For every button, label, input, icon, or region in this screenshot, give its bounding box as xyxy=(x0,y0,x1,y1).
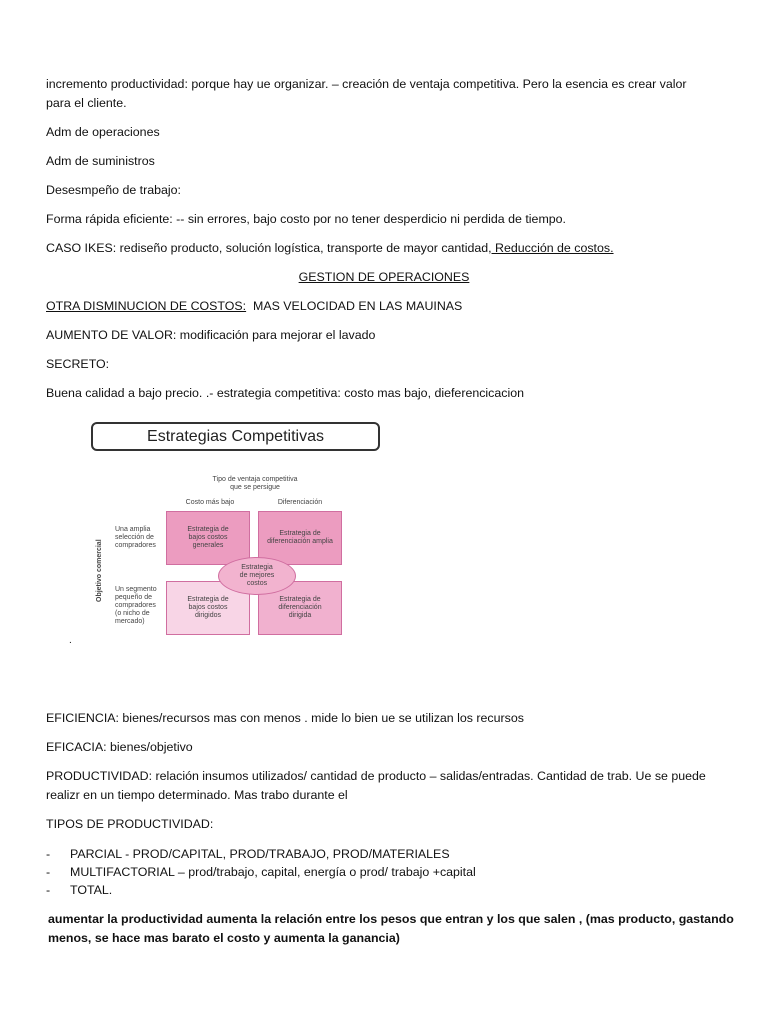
center-best-cost-oval xyxy=(218,557,296,595)
caso-ikes-text: CASO IKES: rediseño producto, solución logística, transporte de mayor cantidad xyxy=(46,241,489,255)
bullet-dash: - xyxy=(46,883,51,897)
row-label-narrow xyxy=(115,586,157,626)
row1-line3: compradores xyxy=(115,542,156,549)
line-secreto: SECRETO: xyxy=(46,357,110,371)
oval-line1: Estrategia xyxy=(241,564,273,571)
column-label-differentiation: Diferenciación xyxy=(277,499,323,506)
disminucion-text: MAS VELOCIDAD EN LAS MAUINAS xyxy=(246,299,463,313)
line-adm-suministros: Adm de suministros xyxy=(46,154,155,168)
line-eficacia: EFICACIA: bienes/objetivo xyxy=(46,740,193,754)
line-productividad-cont: realizr en un tiempo determinado. Mas trabo durante el xyxy=(46,788,348,802)
line-aumento-valor: AUMENTO DE VALOR: modificación para mejorar el lavado xyxy=(46,328,376,342)
figure-title-box: Estrategias Competitivas xyxy=(91,422,380,451)
q4-line2: diferenciación xyxy=(278,604,322,611)
heading-gestion-operaciones: GESTION DE OPERACIONES xyxy=(298,270,470,284)
q4-line3: dirigida xyxy=(288,612,312,619)
list-item-text: TOTAL. xyxy=(70,883,113,897)
column-label-low-cost: Costo más bajo xyxy=(185,499,235,506)
line-desempeno: Desesmpeño de trabajo: xyxy=(46,183,182,197)
list-item-multifactorial xyxy=(46,863,476,881)
row2-line4: (o nicho de xyxy=(115,610,150,617)
row-label-broad xyxy=(115,526,156,550)
vertical-label-objetivo: Objetivo comercial xyxy=(96,539,103,602)
line-tipos-productividad: TIPOS DE PRODUCTIVIDAD: xyxy=(46,817,214,831)
q2-line2: diferenciación amplia xyxy=(267,538,333,545)
bullet-dash: - xyxy=(46,847,51,861)
row1-line2: selección de xyxy=(115,534,154,541)
list-item-text: PARCIAL - PROD/CAPITAL, PROD/TRABAJO, PROD/MATERIALES xyxy=(70,847,450,861)
list-item-parcial xyxy=(46,845,450,863)
q1-line1: Estrategia de xyxy=(187,526,229,533)
top-label-line2: que se persigue xyxy=(230,484,280,491)
quadrant-low-cost-broad xyxy=(166,511,250,565)
q4-line1: Estrategia de xyxy=(279,596,321,603)
line-forma-rapida: Forma rápida eficiente: -- sin errores, bajo costo por no tener desperdicio ni perdida de tiempo. xyxy=(46,212,566,226)
q3-line1: Estrategia de xyxy=(187,596,229,603)
q3-line3: dirigidos xyxy=(194,612,222,619)
q1-line3: generales xyxy=(192,542,224,549)
oval-line2: de mejores xyxy=(239,572,275,579)
quadrant-differentiation-broad xyxy=(258,511,342,565)
caso-ikes-underlined: , Reducción de costos. xyxy=(488,241,614,255)
oval-line3: costos xyxy=(246,580,268,587)
row2-line5: mercado) xyxy=(115,618,145,625)
line-buena-calidad: Buena calidad a bajo precio. .- estrategia competitiva: costo mas bajo, dieferencicacion xyxy=(46,386,524,400)
line-disminucion-costos xyxy=(46,297,728,316)
strategy-matrix-figure xyxy=(90,470,350,640)
line-caso-ikes xyxy=(46,239,728,258)
row2-line3: compradores xyxy=(115,602,156,609)
disminucion-label: OTRA DISMINUCION DE COSTOS: xyxy=(46,299,247,313)
row2-line2: pequeño de xyxy=(115,594,152,601)
bullet-dash: - xyxy=(46,865,51,879)
bold-conclusion-line1: aumentar la productividad aumenta la relación entre los pesos que entran y los que salen , (mas producto, gastando xyxy=(48,912,734,926)
line-adm-operaciones: Adm de operaciones xyxy=(46,125,160,139)
stray-dot: . xyxy=(69,635,72,646)
top-label-line1: Tipo de ventaja competitiva xyxy=(212,476,298,483)
paragraph-incremento: incremento productividad: porque hay ue organizar. – creación de ventaja competitiva. Pero la esencia es crear valor xyxy=(46,77,687,91)
paragraph-incremento-cont: para el cliente. xyxy=(46,96,127,110)
line-eficiencia: EFICIENCIA: bienes/recursos mas con menos . mide lo bien ue se utilizan los recursos xyxy=(46,711,524,725)
figure-top-label xyxy=(190,476,320,492)
q3-line2: bajos costos xyxy=(188,604,228,611)
line-productividad: PRODUCTIVIDAD: relación insumos utilizados/ cantidad de producto – salidas/entradas. Cantidad de trab. Ue se puede xyxy=(46,769,706,783)
bold-conclusion-line2: menos, se hace mas barato el costo y aumenta la ganancia) xyxy=(48,931,400,945)
list-item-text: MULTIFACTORIAL – prod/trabajo, capital, energía o prod/ trabajo +capital xyxy=(70,865,476,879)
q1-line2: bajos costos xyxy=(188,534,228,541)
row1-line1: Una amplia xyxy=(115,526,151,533)
row2-line1: Un segmento xyxy=(115,586,157,593)
q2-line1: Estrategia de xyxy=(279,530,321,537)
list-item-total xyxy=(46,881,112,899)
